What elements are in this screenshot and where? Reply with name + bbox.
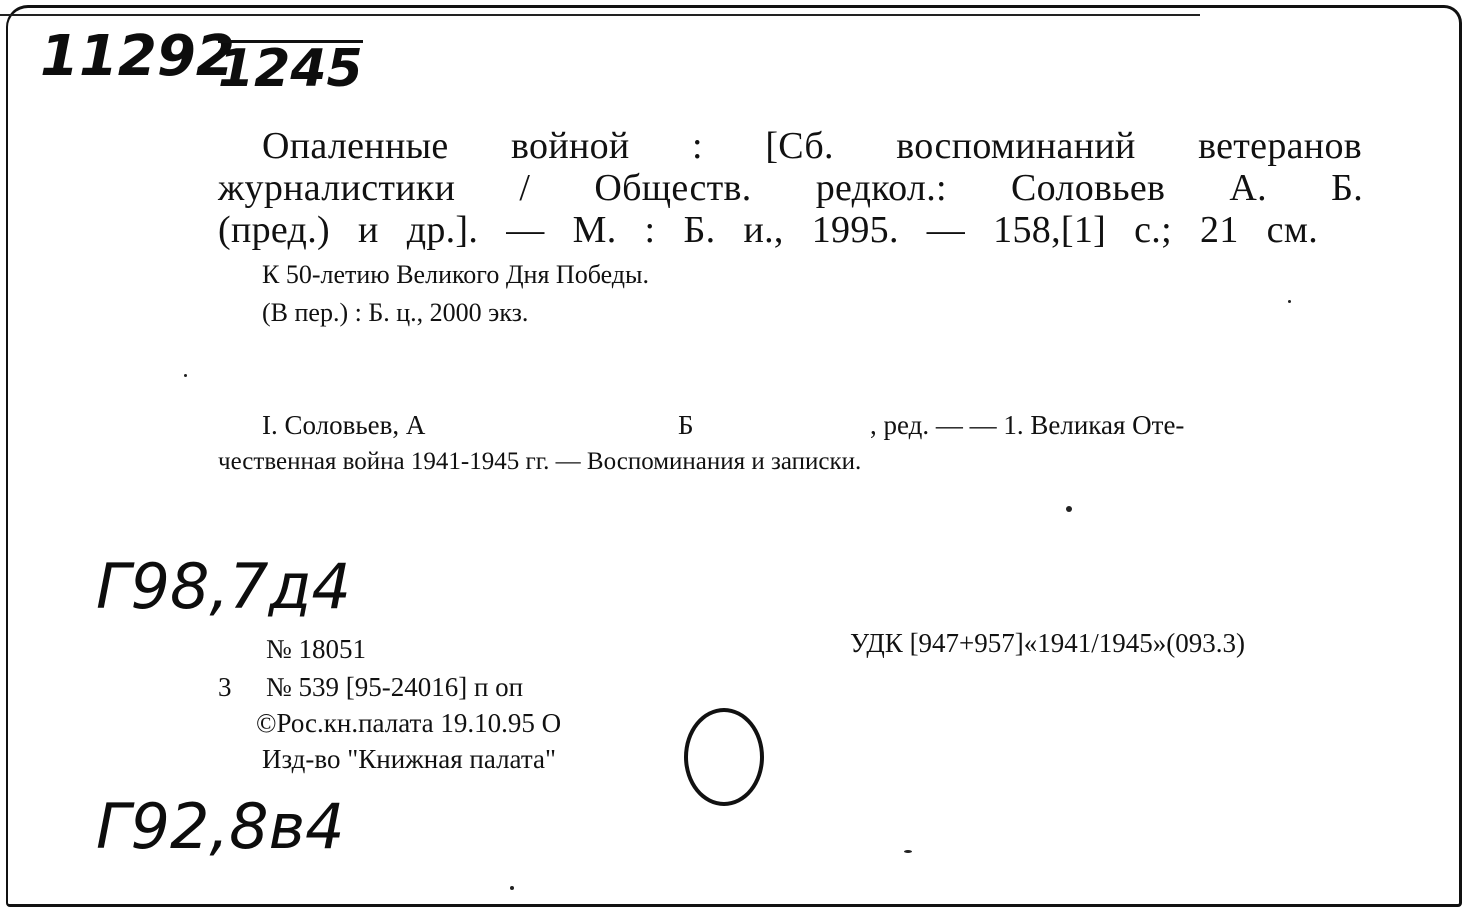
- footer-prefix: 3: [218, 672, 232, 702]
- top-rule: [0, 14, 1200, 16]
- entry-line-3: (пред.) и др.]. — М. : Б. и., 1995. — 158,[1] с.; 21 см.: [218, 209, 1318, 251]
- udc-code: УДК [947+957]«1941/1945»(093.3): [850, 628, 1246, 658]
- tracing-line-1-part-c: , ред. — — 1. Великая Оте-: [870, 410, 1185, 440]
- tracing-line-2: чественная война 1941-1945 гг. — Воспоминания и записки.: [218, 448, 862, 475]
- entry-note-2: (В пер.) : Б. ц., 2000 экз.: [262, 298, 529, 327]
- handwritten-class-mark-1: Г98,7д4: [96, 550, 351, 623]
- entry-line-1: Опаленные войной : [Сб. воспоминаний ветеранов: [262, 125, 1362, 167]
- scan-speck: [904, 850, 912, 853]
- handwritten-call-number-alt: 1245: [218, 39, 363, 99]
- circle-stamp: [684, 708, 764, 806]
- publisher-line: Изд-во "Книжная палата": [262, 744, 556, 774]
- scan-speck: [510, 886, 514, 890]
- copyright-line: ©Рос.кн.палата 19.10.95 О: [256, 708, 562, 738]
- scan-speck: [1288, 300, 1291, 303]
- entry-note-1: К 50-летию Великого Дня Победы.: [262, 260, 649, 289]
- tracing-line-1-part-a: I. Соловьев, А: [262, 410, 426, 440]
- tracing-line-1-part-b: Б: [678, 410, 694, 440]
- scan-speck: [184, 374, 187, 377]
- handwritten-class-mark-2: Г92,8в4: [96, 790, 345, 863]
- card-number: № 18051: [266, 634, 367, 664]
- entry-line-2: журналистики / Обществ. редкол.: Соловьев А. Б.: [218, 167, 1363, 209]
- handwritten-call-number: 11292: [40, 24, 235, 89]
- scan-speck: [1066, 506, 1072, 512]
- print-number: № 539 [95-24016] п оп: [266, 672, 524, 702]
